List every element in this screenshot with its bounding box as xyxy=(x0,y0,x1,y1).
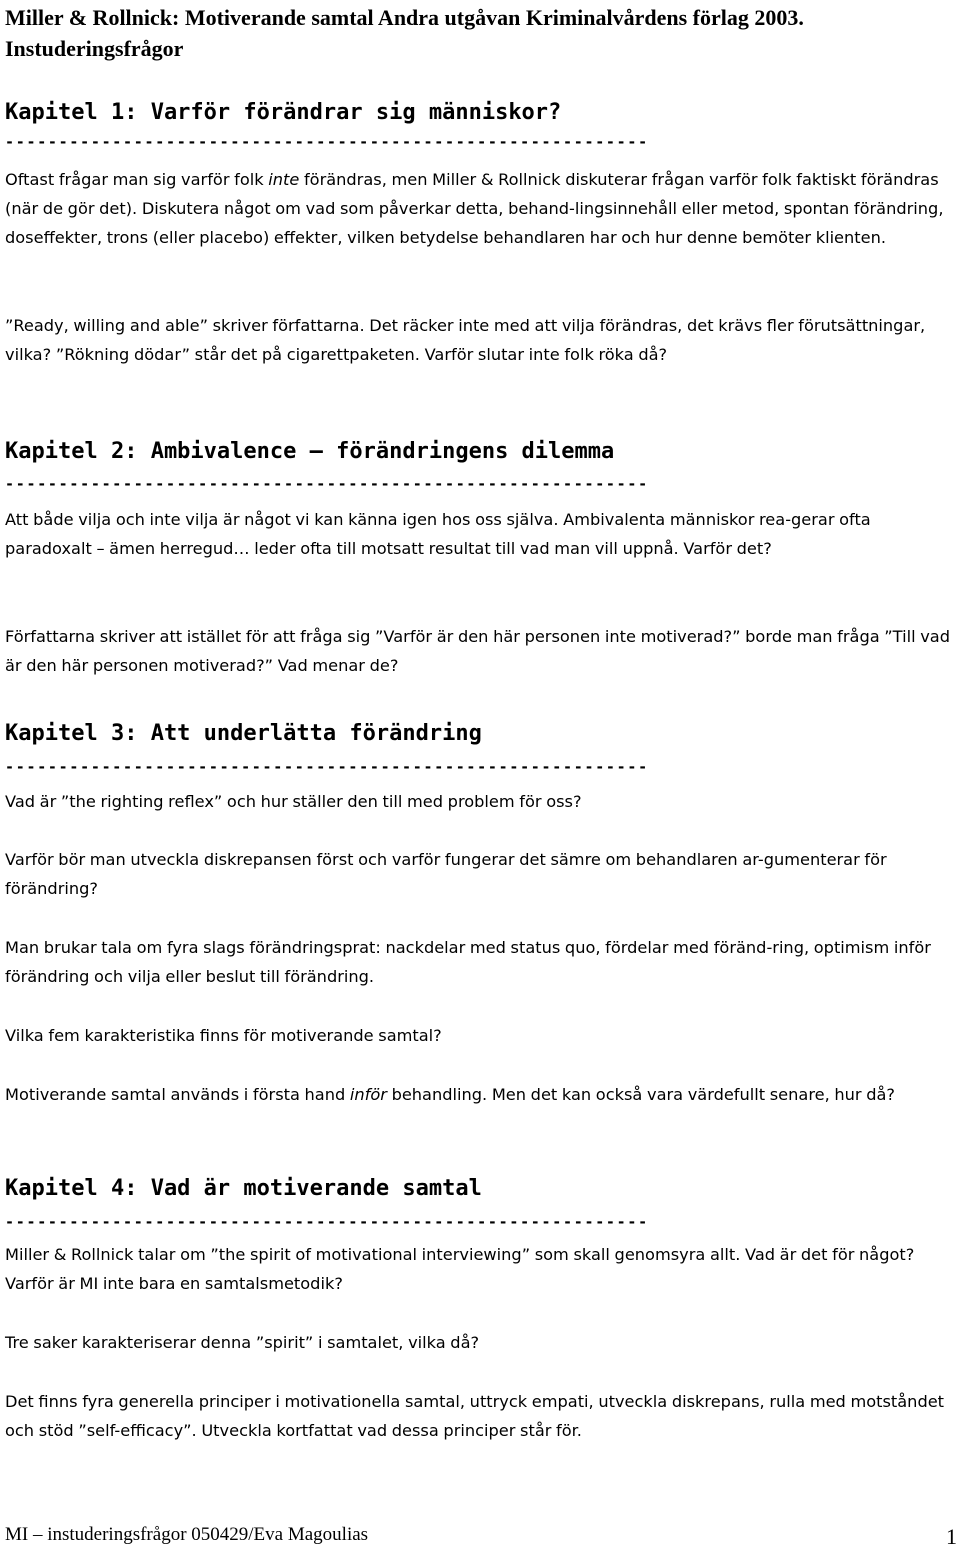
page-footer: MI – instuderingsfrågor 050429/Eva Magoulias xyxy=(5,1524,369,1545)
chapter-3-paragraph-3: Man brukar tala om fyra slags förändringsprat: nackdelar med status quo, fördelar med föränd-ring, optimism inför förändring och vilja eller beslut till förändring. xyxy=(5,938,931,986)
chapter-4-paragraph-3: Det finns fyra generella principer i motivationella samtal, uttryck empati, utveckla diskrepans, rulla med motståndet och stöd ”self-efficacy”. Utveckla kortfattat vad dessa principer står för. xyxy=(5,1392,945,1440)
title-line-2: Instuderingsfrågor xyxy=(5,36,184,61)
page-number: 1 xyxy=(946,1524,957,1549)
chapter-3-paragraph-4: Vilka fem karakteristika finns för motiverande samtal? xyxy=(5,1026,442,1045)
text-run: Oftast frågar man sig varför folk xyxy=(5,170,269,189)
chapter-3-separator: ------------------------------------------------------------ xyxy=(5,758,649,776)
chapter-3-paragraph-2: Varför bör man utveckla diskrepansen först och varför fungerar det sämre om behandlaren ar-gumenterar för förändring? xyxy=(5,850,887,898)
chapter-2-paragraph-1: Att både vilja och inte vilja är något vi kan känna igen hos oss själva. Ambivalenta människor rea-gerar ofta paradoxalt – ämen herregud… leder ofta till motsatt resultat till vad man vill uppnå. Varför det? xyxy=(5,510,871,558)
chapter-4-paragraph-2: Tre saker karakteriserar denna ”spirit” i samtalet, vilka då? xyxy=(5,1333,480,1352)
chapter-1-paragraph-1 xyxy=(5,165,955,252)
chapter-1-separator: ------------------------------------------------------------ xyxy=(5,133,649,151)
emphasis-text: inte xyxy=(268,170,300,189)
text-run: behandling. Men det kan också vara värdefullt senare, hur då? xyxy=(386,1085,895,1104)
chapter-1-heading: Kapitel 1: Varför förändrar sig människor? xyxy=(5,100,562,125)
emphasis-text: inför xyxy=(349,1085,387,1104)
chapter-2-paragraph-2: Författarna skriver att istället för att fråga sig ”Varför är den här personen inte motiverad?” borde man fråga ”Till vad är den här personen motiverad?” Vad menar de? xyxy=(5,627,950,675)
chapter-2-separator: ------------------------------------------------------------ xyxy=(5,475,649,493)
text-run: Motiverande samtal används i första hand xyxy=(5,1085,350,1104)
title-line-1: Miller & Rollnick: Motiverande samtal Andra utgåvan Kriminalvårdens förlag 2003. xyxy=(5,5,804,30)
chapter-3-heading: Kapitel 3: Att underlätta förändring xyxy=(5,721,482,746)
text-run: förändras, men Miller & Rollnick diskuterar frågan varför folk faktiskt förändras (när de gör det). Diskutera något om vad som påverkar detta, behand-lingsinnehåll eller metod, spontan förändring, doseffekter, trons (eller placebo) effekter, vilken betydelse behandlaren har och hur denne bemöter klienten. xyxy=(5,170,944,247)
chapter-4-heading: Kapitel 4: Vad är motiverande samtal xyxy=(5,1176,482,1201)
chapter-3-paragraph-5 xyxy=(5,1080,955,1109)
chapter-4-paragraph-1: Miller & Rollnick talar om ”the spirit of motivational interviewing” som skall genomsyra allt. Vad är det för något? Varför är MI inte bara en samtalsmetodik? xyxy=(5,1245,915,1293)
document-title xyxy=(5,2,955,64)
chapter-4-separator: ------------------------------------------------------------ xyxy=(5,1213,649,1231)
chapter-1-paragraph-2: ”Ready, willing and able” skriver författarna. Det räcker inte med att vilja förändras, det krävs fler förutsättningar, vilka? ”Rökning dödar” står det på cigarettpaketen. Varför slutar inte folk röka då? xyxy=(5,316,926,364)
chapter-2-heading: Kapitel 2: Ambivalence – förändringens dilemma xyxy=(5,439,615,464)
chapter-3-paragraph-1: Vad är ”the righting reflex” och hur ställer den till med problem för oss? xyxy=(5,792,582,811)
